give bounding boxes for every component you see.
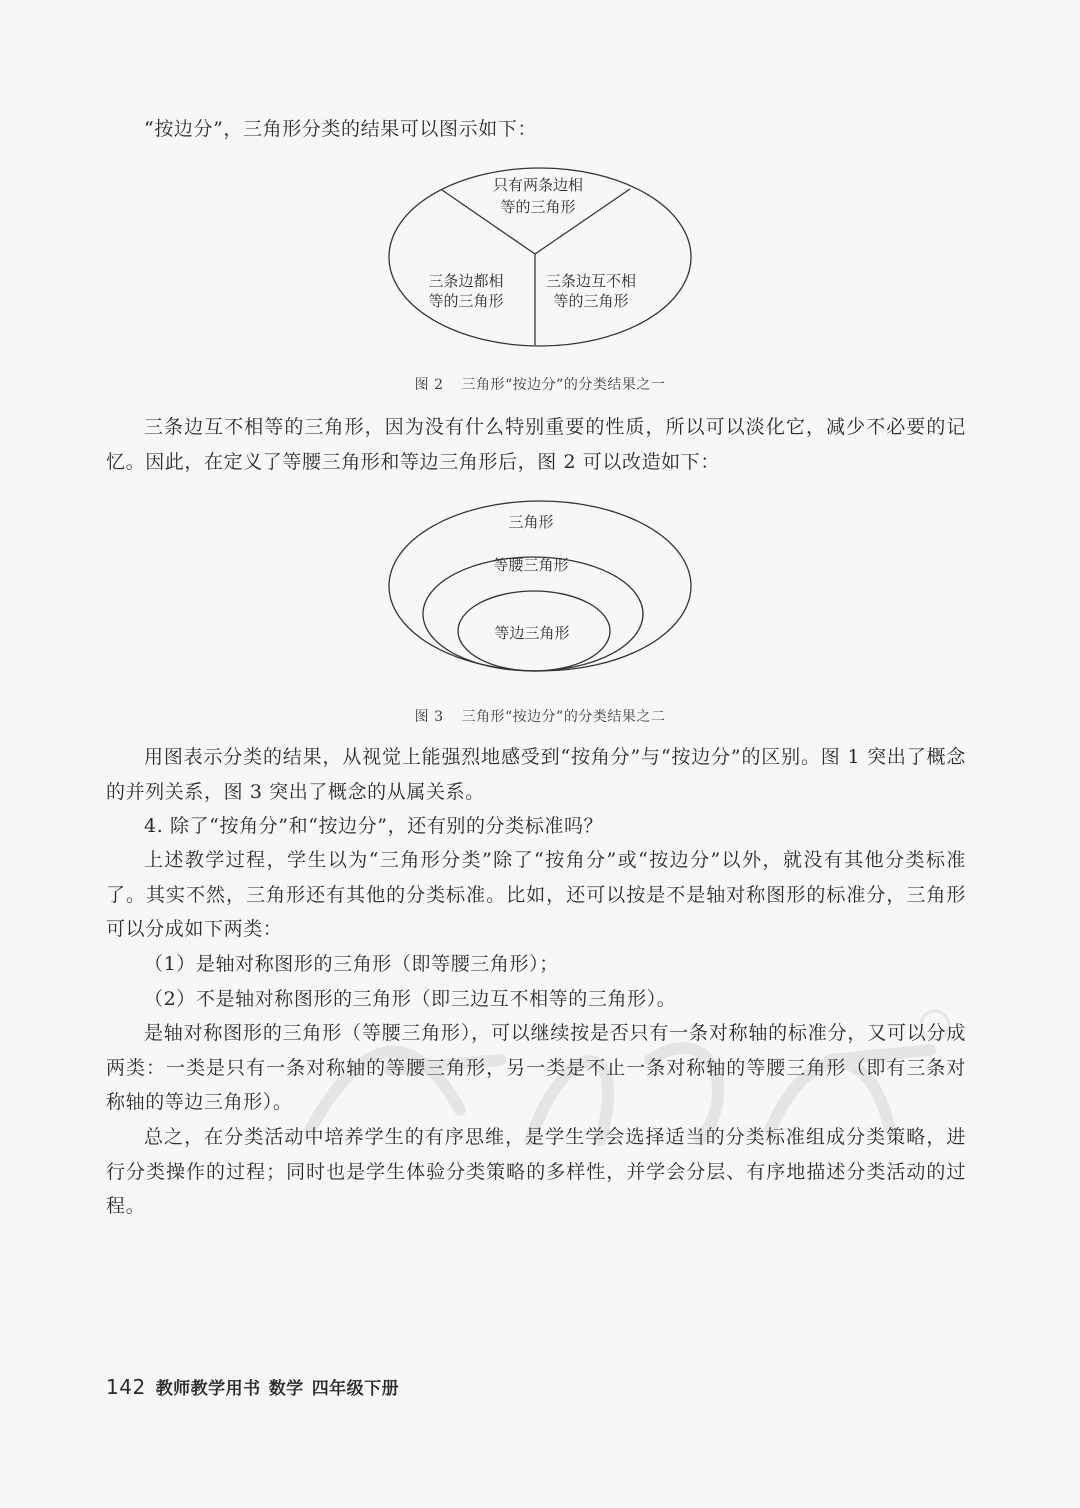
figure-3-middle-ellipse xyxy=(423,557,643,671)
figure-2-ellipse xyxy=(389,168,691,346)
figure-2-diagram xyxy=(380,160,700,356)
figure-2-right-label-2: 等的三角形 xyxy=(553,292,629,310)
figure-3-inner-label: 等边三角形 xyxy=(494,624,570,642)
paragraph-4: 上述教学过程，学生以为“三角形分类”除了“按角分”或“按边分”以外，就没有其他分类标准了。其实不然，三角形还有其他的分类标准。比如，还可以按是不是轴对称图形的标准分，三角形可以分成如下两类： xyxy=(106,849,966,940)
section-heading-4: 4. 除了“按角分”和“按边分”，还有别的分类标准吗？ xyxy=(144,815,604,837)
figure-2-top-label-2: 等的三角形 xyxy=(500,198,576,216)
page-footer xyxy=(106,1374,399,1399)
paragraph-2: 用图表示分类的结果，从视觉上能强烈地感受到“按角分”与“按边分”的区别。图 1 突出了概念的并列关系，图 3 突出了概念的从属关系。 xyxy=(106,746,966,803)
figure-3-outer-label: 三角形 xyxy=(508,513,554,531)
footer-grade: 四年级下册 xyxy=(311,1379,400,1399)
figure-2-left-label-1: 三条边都相 xyxy=(428,272,504,290)
footer-book-title: 教师教学用书 xyxy=(155,1379,261,1399)
paragraph-1: 三条边互不相等的三角形，因为没有什么特别重要的性质，所以可以淡化它，减少不必要的记忆。因此，在定义了等腰三角形和等边三角形后，图 2 可以改造如下： xyxy=(106,416,966,473)
page-number: 142 xyxy=(106,1375,146,1399)
figure-2-caption xyxy=(0,374,1080,394)
figure-3-caption-text: 三角形“按边分”的分类结果之二 xyxy=(461,709,666,725)
paragraph-5: 是轴对称图形的三角形（等腰三角形），可以继续按是否只有一条对称轴的标准分，又可以分成两类：一类是只有一条对称轴的等腰三角形，另一类是不止一条对称轴的等腰三角形（即有三条对称轴的等边三角形）。 xyxy=(106,1022,966,1113)
figure-2-top-label-1: 只有两条边相 xyxy=(492,176,584,194)
figure-2-caption-text: 三角形“按边分”的分类结果之一 xyxy=(461,377,666,393)
footer-subject: 数学 xyxy=(268,1379,304,1399)
figure-2-caption-number: 图 2 xyxy=(414,377,444,393)
list-item-2: （2）不是轴对称图形的三角形（即三边互不相等的三角形）。 xyxy=(144,988,677,1010)
figure-3-diagram xyxy=(380,490,700,680)
figure-2-right-label-1: 三条边互不相 xyxy=(545,272,637,290)
figure-3-caption-number: 图 3 xyxy=(414,709,444,725)
intro-paragraph: “按边分”，三角形分类的结果可以图示如下： xyxy=(144,118,538,140)
list-item-1: （1）是轴对称图形的三角形（即等腰三角形）； xyxy=(144,953,559,975)
figure-3-caption xyxy=(0,706,1080,726)
paragraph-6: 总之，在分类活动中培养学生的有序思维，是学生学会选择适当的分类标准组成分类策略，进行分类操作的过程；同时也是学生体验分类策略的多样性，并学会分层、有序地描述分类活动的过程。 xyxy=(106,1126,966,1217)
figure-3-middle-label: 等腰三角形 xyxy=(493,556,569,574)
figure-2-left-label-2: 等的三角形 xyxy=(428,292,504,310)
